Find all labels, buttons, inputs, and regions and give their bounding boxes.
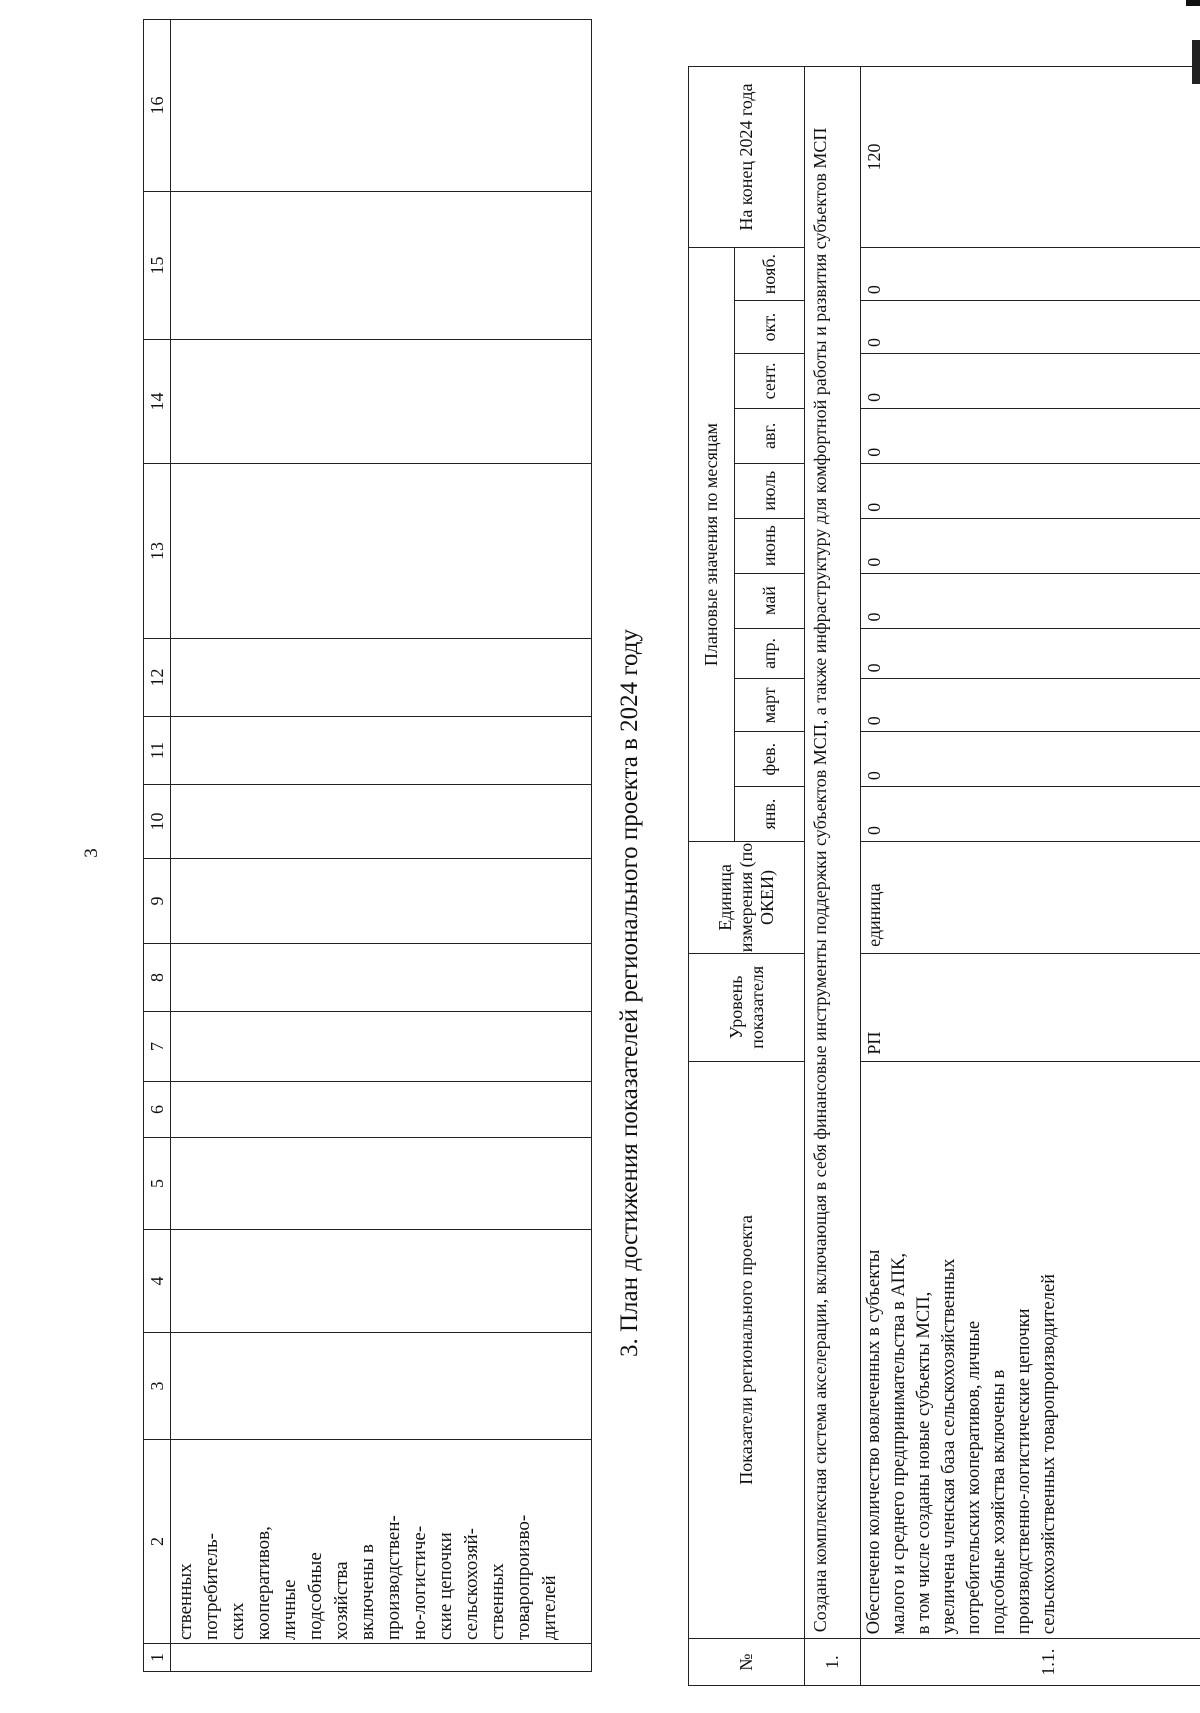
month-header: май xyxy=(735,573,805,628)
text-line: малого и среднего предпринимательства в АПК, xyxy=(889,1252,909,1635)
text-line: потребительских кооперативов, личные xyxy=(964,1320,984,1635)
column-number: 15 xyxy=(144,192,171,340)
month-value: 0 xyxy=(861,679,1200,732)
month-value: 0 xyxy=(861,248,1200,301)
plan-table xyxy=(688,66,1200,1686)
table-cell xyxy=(171,20,592,192)
column-number: 12 xyxy=(144,639,171,717)
monthly-header: Плановые значения по месяцам xyxy=(689,248,735,842)
text-line: подсобные xyxy=(305,1552,326,1640)
month-header: июнь xyxy=(735,518,805,573)
text-line: личные xyxy=(279,1579,300,1640)
text-line: включены в xyxy=(357,1544,378,1640)
month-value: 0 xyxy=(861,353,1200,408)
month-value: 0 xyxy=(861,408,1200,463)
continuation-table xyxy=(143,40,591,1672)
text-line: кооперативов, xyxy=(253,1526,274,1640)
table-cell xyxy=(171,1138,592,1230)
header-row xyxy=(689,67,735,1686)
scan-mark xyxy=(1186,0,1200,6)
month-header: фев. xyxy=(735,732,805,787)
month-value: 0 xyxy=(861,732,1200,787)
column-number: 1 xyxy=(144,1644,171,1672)
table-row xyxy=(171,20,592,1672)
month-header: июль xyxy=(735,463,805,518)
end-of-year-header: На конец 2024 года xyxy=(689,67,805,248)
table-cell xyxy=(171,1012,592,1082)
table-cell xyxy=(171,192,592,340)
table-cell xyxy=(171,944,592,1012)
text-line: увеличена членская база сельскохозяйственных xyxy=(939,1258,959,1635)
text-line: сельскохозяй- xyxy=(461,1528,482,1640)
column-number: 6 xyxy=(144,1082,171,1138)
text-line: в том числе созданы новые субъекты МСП, xyxy=(914,1291,934,1635)
table-cell xyxy=(171,464,592,639)
month-header: март xyxy=(735,679,805,732)
column-number: 2 xyxy=(144,1440,171,1644)
text-line: сельскохозяйственных товаропроизводителей xyxy=(1039,1273,1059,1635)
text-line: производствен- xyxy=(383,1515,404,1640)
month-value: 0 xyxy=(861,518,1200,573)
month-header: янв. xyxy=(735,787,805,842)
level-value: РП xyxy=(861,953,1200,1061)
row-number: 1. xyxy=(805,1639,861,1686)
month-value: 0 xyxy=(861,463,1200,518)
month-value: 0 xyxy=(861,628,1200,679)
table-cell xyxy=(171,785,592,859)
text-line: потребитель- xyxy=(201,1533,222,1640)
column-number: 10 xyxy=(144,785,171,859)
task-description: Создана комплексная система акселерации, включающая в себя финансовые инструменты поддержки субъектов МСП, а также инфраструктуру для комфортной работы и развития субъектов МСП xyxy=(805,67,861,1639)
indicator-continuation-cell xyxy=(171,1440,592,1644)
table-cell xyxy=(171,340,592,464)
indicator-text xyxy=(861,1061,1200,1639)
column-number: 13 xyxy=(144,464,171,639)
month-value: 0 xyxy=(861,573,1200,628)
column-number: 9 xyxy=(144,859,171,944)
column-number: 3 xyxy=(144,1333,171,1440)
text-line: товаропроизво- xyxy=(513,1514,534,1640)
column-number: 5 xyxy=(144,1138,171,1230)
text-line: ские цепочки xyxy=(435,1532,456,1640)
column-number: 4 xyxy=(144,1230,171,1333)
month-value: 0 xyxy=(861,787,1200,842)
text-line: Обеспечено количество вовлеченных в субъекты xyxy=(864,1249,884,1635)
section-title: 3. План достижения показателей регионального проекта в 2024 году xyxy=(616,629,643,1358)
table-row xyxy=(805,67,861,1686)
text-line: но-логистиче- xyxy=(409,1525,430,1640)
month-header: нояб. xyxy=(735,248,805,301)
text-line: подсобные хозяйства включены в xyxy=(989,1369,1009,1635)
text-line: дителей xyxy=(539,1575,560,1640)
column-number: 7 xyxy=(144,1012,171,1082)
text-line: ских xyxy=(227,1602,248,1640)
month-value: 0 xyxy=(861,301,1200,354)
table-row xyxy=(861,67,1200,1686)
table-cell xyxy=(171,1644,592,1672)
unit-header: Единица измерения (по ОКЕИ) xyxy=(689,842,805,954)
column-number: 8 xyxy=(144,944,171,1012)
table-cell xyxy=(171,859,592,944)
level-header: Уровень показателя xyxy=(689,953,805,1061)
month-header: окт. xyxy=(735,301,805,354)
table-cell xyxy=(171,1230,592,1333)
page-number: 3 xyxy=(81,848,102,858)
table-cell xyxy=(171,1333,592,1440)
column-number: 11 xyxy=(144,717,171,785)
table-cell xyxy=(171,717,592,785)
end-of-year-value: 120 xyxy=(861,67,1200,248)
column-number: 14 xyxy=(144,340,171,464)
text-line: ственных xyxy=(487,1563,508,1640)
column-number: 16 xyxy=(144,20,171,192)
text-line: ственных xyxy=(175,1563,196,1640)
table-cell xyxy=(171,639,592,717)
month-header: авг. xyxy=(735,408,805,463)
text-line: производственно-логистические цепочки xyxy=(1014,1308,1034,1635)
month-header: апр. xyxy=(735,628,805,679)
row-number: 1.1. xyxy=(861,1639,1200,1686)
column-number-row xyxy=(144,20,171,1672)
number-header: № xyxy=(689,1639,805,1686)
text-line: хозяйства xyxy=(331,1561,352,1640)
unit-value: единица xyxy=(861,842,1200,954)
month-header: сент. xyxy=(735,353,805,408)
table-cell xyxy=(171,1082,592,1138)
indicators-header: Показатели регионального проекта xyxy=(689,1061,805,1639)
